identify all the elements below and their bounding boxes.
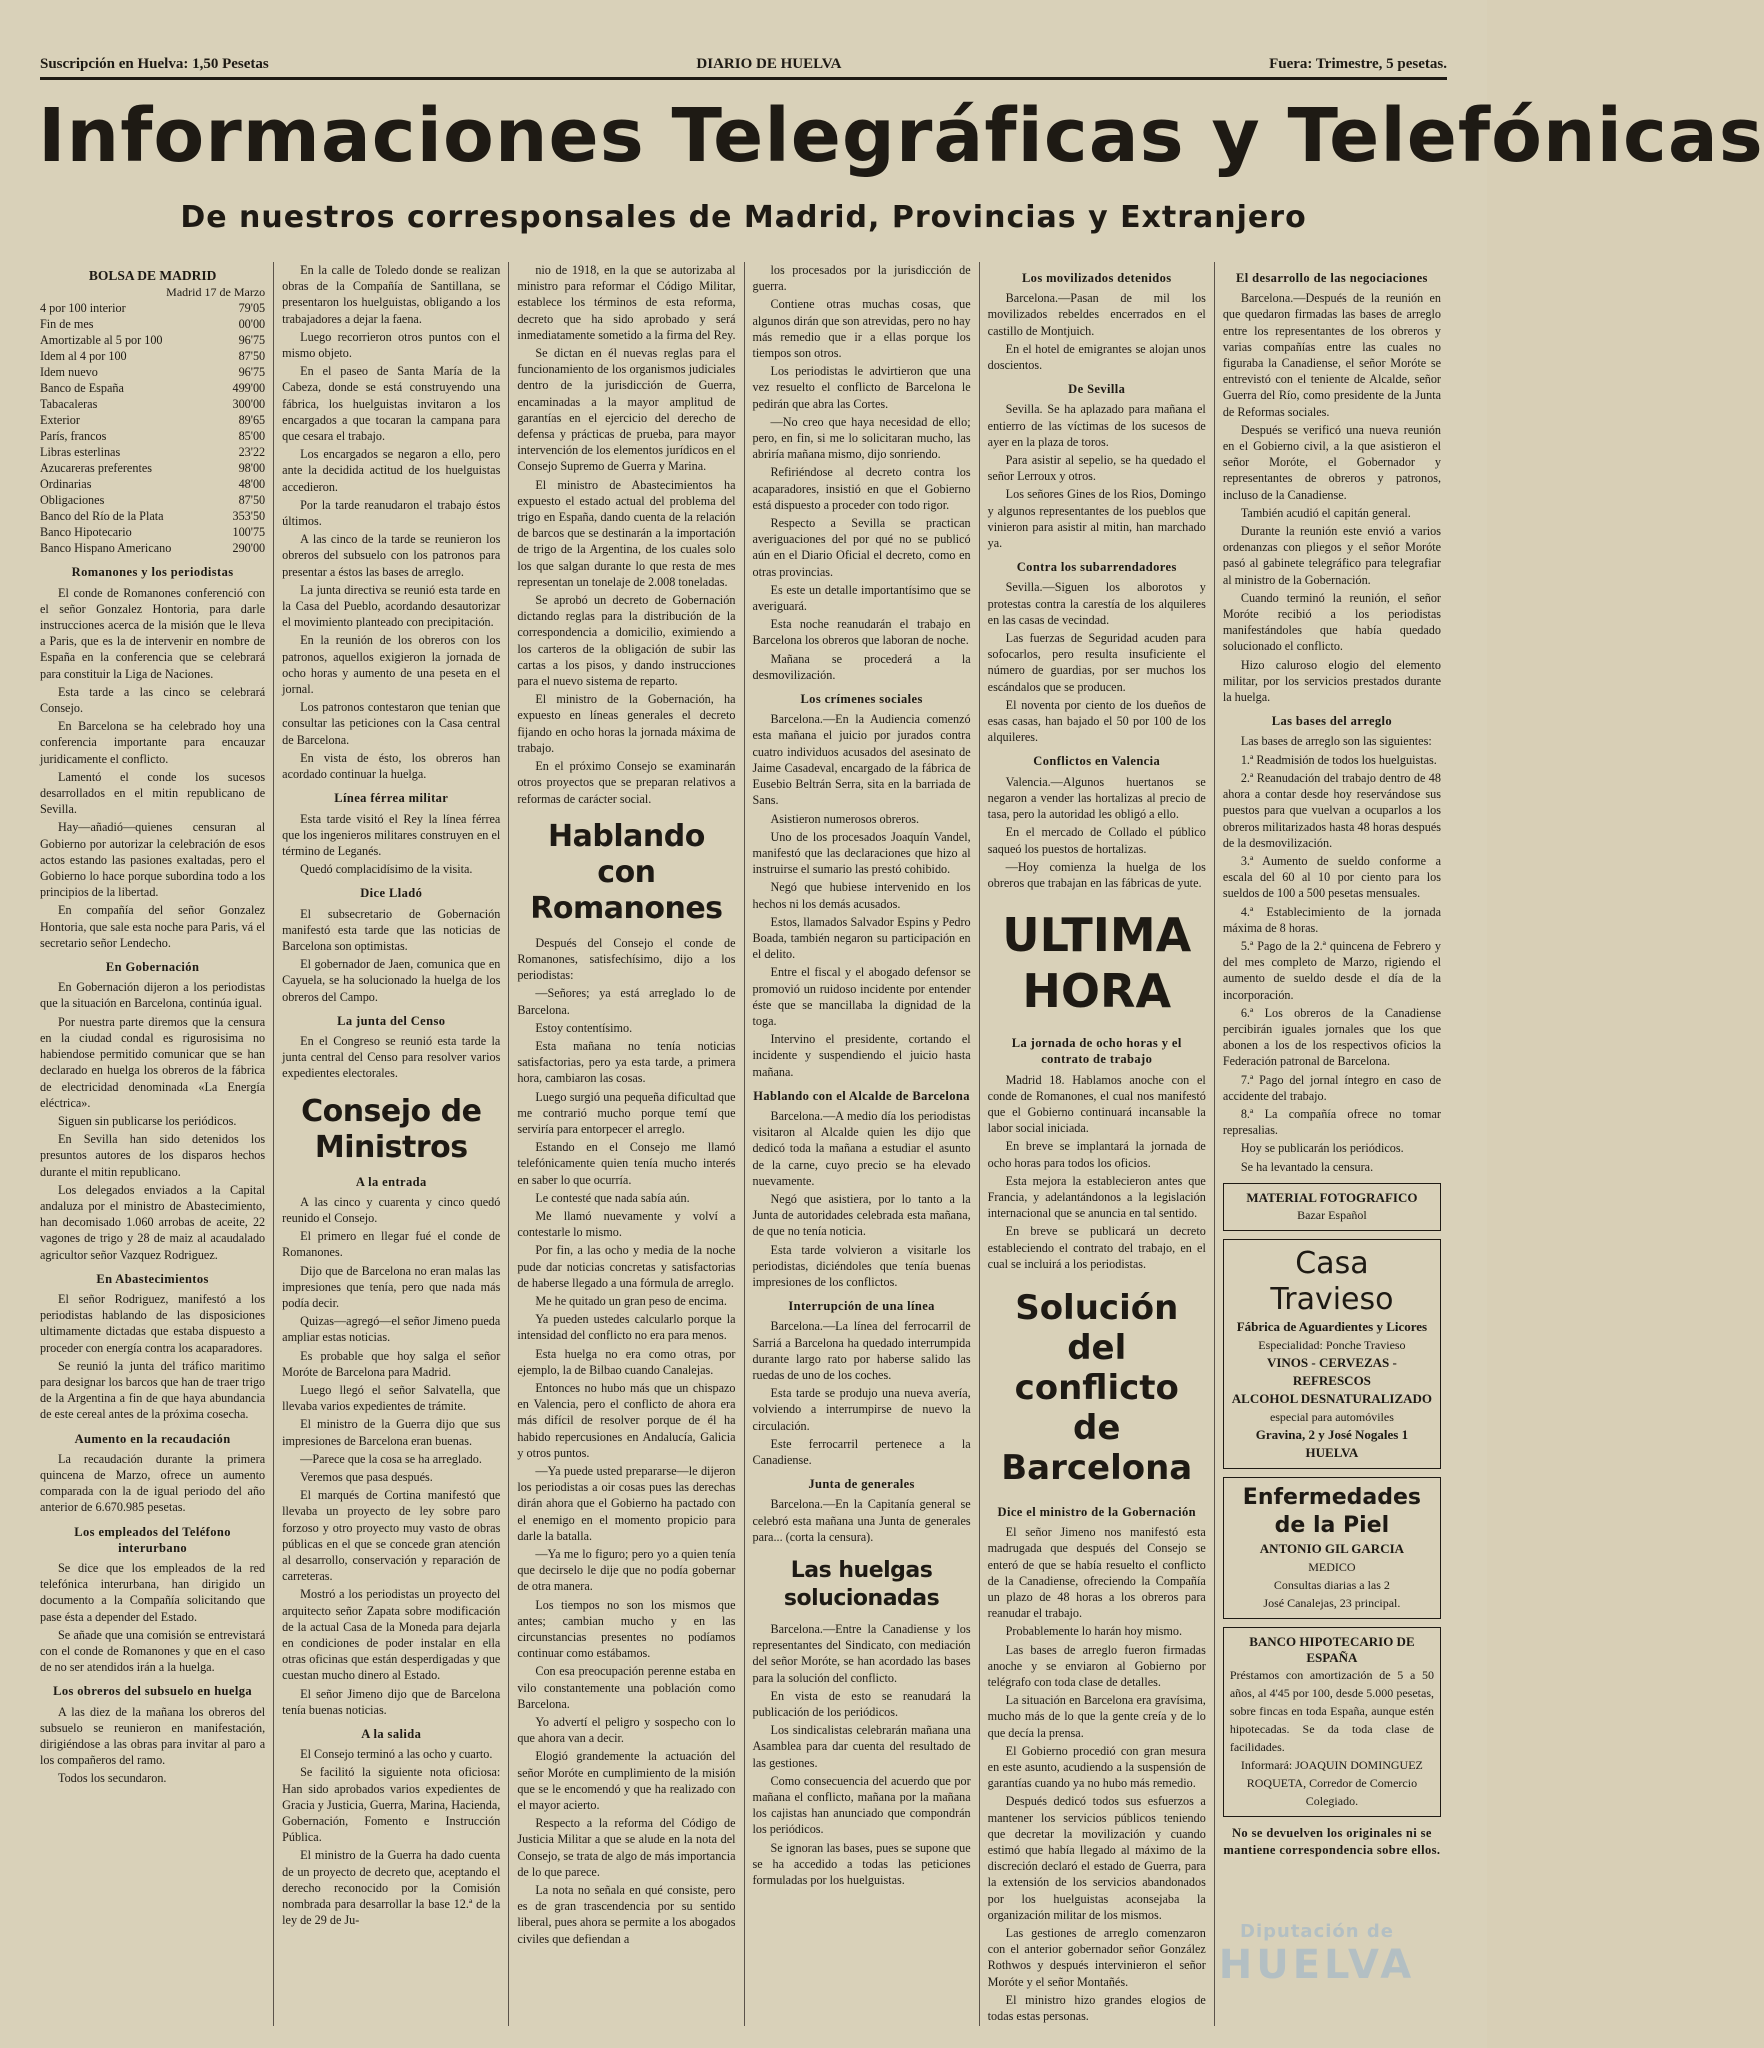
base-item: 4.ª Establecimiento de la jornada máxima de 8 horas. — [1222, 904, 1441, 935]
paragraph: En el Congreso se reunió esta tarde la junta central del Censo para resolver varios expedientes electorales. — [282, 1033, 501, 1081]
bolsa-value: 96'75 — [238, 333, 266, 348]
paragraph: Estoy contentísimo. — [535, 1020, 633, 1035]
paragraph: Se dice que los empleados de la red telefónica interurbana, han dirigido un documento a la Compañía solicitando que pase ésta a depender del Estado. — [40, 1560, 266, 1624]
headline-solucion: Solución del conflicto de Barcelona — [1001, 1287, 1193, 1488]
section-heading: Los empleados del Teléfono interurbano — [74, 1524, 231, 1555]
column-5 — [979, 262, 1214, 2026]
paragraph: El señor Jimeno dijo que de Barcelona tenía buenas noticias. — [282, 1686, 501, 1717]
ad-line: Bazar Español — [1297, 1207, 1367, 1222]
paragraph: En el paseo de Santa María de la Cabeza, donde se está construyendo una fábrica, los huelguistas invitaron a los encargados a que tocaran la campana para que cesara el trabajo. — [282, 364, 501, 444]
paragraph: El ministro de la Guerra dijo que sus impresiones de Barcelona eran buenas. — [282, 1417, 501, 1448]
ad-line: ALCOHOL DESNATURALIZADO — [1231, 1390, 1433, 1406]
bolsa-item: Tabacaleras — [40, 397, 98, 412]
paragraph: Le contesté que nada sabía aún. — [535, 1190, 690, 1205]
paper-name: DIARIO DE HUELVA — [696, 56, 842, 72]
bolsa-value: 353'50 — [232, 509, 266, 524]
paragraph: El Consejo terminó a las ocho y cuarto. — [300, 1747, 493, 1762]
ad-title: Casa Travieso — [1270, 1245, 1394, 1317]
ad-line: Gravina, 2 y José Nogales 1 — [1255, 1426, 1409, 1442]
section-heading: A la salida — [361, 1727, 422, 1742]
bolsa-date: Madrid 17 de Marzo — [166, 285, 266, 300]
paragraph: Barcelona.—La línea del ferrocarril de Sarriá a Barcelona ha quedado interrumpida durante largo rato por haberse salido las ruedas de uno de los coches. — [752, 1319, 971, 1382]
paragraph: La situación en Barcelona era gravísima, mucho más de lo que la gente creía y de lo que decía la prensa. — [987, 1693, 1206, 1740]
paragraph: Esta tarde se produjo una nueva avería, volviendo a interrumpirse de nuevo la circulación. — [752, 1386, 971, 1433]
paragraph: En Gobernación dijeron a los periodistas que la situación en Barcelona, continúa igual. — [40, 980, 266, 1011]
paragraph: Con esa preocupación perenne estaba en vilo constantemente una población como Barcelona. — [517, 1664, 736, 1711]
paragraph: Se ignoran las bases, pues se supone que se ha accedido a todas las peticiones formuladas por los huelguistas. — [752, 1840, 971, 1888]
paragraph: El Gobierno procedió con gran mesura en este asunto, acudiendo a la suspensión de garantías cuando ya no hubo más remedio. — [987, 1743, 1206, 1791]
paragraph: Respecto a la reforma del Código de Justicia Militar a que se alude en la nota del Consejo, se trata de algo de más importancia de lo que parece. — [517, 1816, 736, 1879]
section-heading: De Sevilla — [1068, 382, 1126, 397]
bolsa-item: Ordinarias — [40, 477, 92, 492]
bolsa-row — [40, 348, 265, 364]
bolsa-item: Idem al 4 por 100 — [40, 349, 127, 364]
paragraph: —Ya puede usted prepararse—le dijeron los periodistas a oir cosas pues las derechas dirán ahora que el Gobierno ha pactado con el enemigo en el momento propicio para darle la batalla. — [517, 1464, 736, 1543]
paragraph: Esta tarde volvieron a visitarle los periodistas, diciéndoles que tenía buenas impresiones de los conflictos. — [752, 1242, 971, 1289]
paragraph: Las gestiones de arreglo comenzaron con el anterior gobernador señor González Rothwos y después intervinieron el señor Moróte y el señor Montañés. — [987, 1926, 1206, 1989]
paragraph: Quizas—agregó—el señor Jimeno pueda ampliar estas noticias. — [282, 1314, 501, 1345]
paragraph: En el hotel de emigrantes se alojan unos doscientos. — [987, 341, 1206, 373]
paragraph: Sevilla. Se ha aplazado para mañana el entierro de las víctimas de los sucesos de ayer en la plaza de toros. — [987, 402, 1206, 449]
watermark-line: Diputación de — [1240, 1921, 1394, 1942]
bolsa-row — [40, 476, 265, 492]
footer-note: No se devuelven los originales ni se mantiene correspondencia sobre ellos. — [1223, 1826, 1441, 1857]
paragraph: Luego surgió una pequeña dificultad que me contrarió mucho porque temí que serviría para entorpecer el arreglo. — [517, 1089, 736, 1136]
paragraph: En compañía del señor Gonzalez Hontoria, que sale esta noche para Paris, vá el secretario señor Lendecho. — [40, 903, 266, 950]
bolsa-value: 87'50 — [238, 349, 266, 364]
paragraph: Probablemente lo harán hoy mismo. — [1005, 1624, 1183, 1639]
ad-line: especial para automóviles — [1269, 1409, 1394, 1424]
section-heading: La junta del Censo — [337, 1013, 446, 1028]
section-heading: Aumento en la recaudación — [74, 1431, 231, 1446]
subscription-text: Suscripción en Huelva: 1,50 Pesetas — [40, 56, 269, 72]
paragraph: Los periodistas le advirtieron que una vez resuelto el conflicto de Barcelona le pedirán que abra las Cortes. — [752, 364, 971, 411]
paragraph: Este ferrocarril pertenece a la Canadiense. — [752, 1436, 971, 1468]
section-heading: En Gobernación — [105, 960, 200, 975]
paragraph: —No creo que haya necesidad de ello; pero, en fin, si me lo solicitaran mucho, las abriría mañana mismo, dijo sonriendo. — [752, 414, 971, 462]
bolsa-item: Libras esterlinas — [40, 445, 121, 460]
bolsa-item: Banco de España — [40, 381, 124, 396]
masthead-subtitle: De nuestros corresponsales de Madrid, Provincias y Extranjero — [180, 200, 1307, 235]
paragraph: Uno de los procesados Joaquín Vandel, manifestó que las declaraciones que hizo al instruirse el sumario las prestó cohibido. — [752, 829, 971, 877]
bolsa-row — [40, 380, 265, 396]
ad-line: Fábrica de Aguardientes y Licores — [1236, 1318, 1428, 1334]
section-heading: Las bases del arreglo — [1271, 714, 1393, 729]
section-heading: Junta de generales — [808, 1477, 915, 1492]
paragraph: El ministro de la Guerra ha dado cuenta de un proyecto de decreto que, aceptando el derecho reconocido por la Comisión nombrada para desarrollar la base 12.ª de la ley de 29 de Ju- — [282, 1848, 501, 1928]
bolsa-value: 23'22 — [238, 445, 266, 460]
column-1 — [38, 262, 273, 2026]
bolsa-value: 290'00 — [232, 541, 266, 556]
ad-line: MATERIAL FOTOGRAFICO — [1246, 1189, 1418, 1205]
bolsa-item: Obligaciones — [40, 493, 105, 508]
section-heading: Contra los subarrendadores — [1016, 560, 1177, 575]
bolsa-value: 300'00 — [232, 397, 266, 412]
paragraph: Se añade que una comisión se entrevistará con el conde de Romanones y que en el caso de no ser atendidos irán a la huelga. — [40, 1627, 266, 1675]
watermark-line: HUELVA — [1218, 1942, 1416, 1988]
paragraph: Ya pueden ustedes calcularlo porque la intensidad del conflicto no era para menos. — [517, 1312, 736, 1343]
section-heading: Romanones y los periodistas — [71, 565, 234, 580]
section-heading: La jornada de ocho horas y el contrato de trabajo — [1011, 1036, 1182, 1067]
section-heading: A la entrada — [355, 1174, 427, 1189]
paragraph: Entre el fiscal y el abogado defensor se promovió un ruidoso incidente por entender éste que se mancillaba la dignidad de la toga. — [752, 965, 971, 1028]
bolsa-title: BOLSA DE MADRID — [88, 268, 217, 283]
ad-line: ANTONIO GIL GARCIA — [1259, 1540, 1405, 1556]
base-item: 5.ª Pago de la 2.ª quincena de Febrero y del mes completo de Marzo, rigiendo el aumento de sueldo desde el día de la incorporación. — [1222, 938, 1441, 1002]
paragraph: En el mercado de Collado el público saqueó los puestos de hortalizas. — [987, 825, 1206, 856]
paragraph: —Ya me lo figuro; pero yo a quien tenía que decirselo le dije que no podía gobernar de otra manera. — [517, 1547, 736, 1594]
bolsa-row — [40, 444, 265, 460]
paragraph: Luego llegó el señor Salvatella, que llevaba varios expedientes de trámite. — [282, 1382, 501, 1414]
paragraph: Esta tarde visitó el Rey la línea férrea que los ingenieros militares construyen en el término de Leganés. — [282, 811, 501, 858]
paragraph: Los patronos contestaron que tenian que consultar las peticiones con la Casa central de Barcelona. — [282, 700, 501, 747]
paragraph: Elogió grandemente la actuación del señor Moróte en cumplimiento de la misión que se le encomendó y que ha realizado con el mayor acierto. — [517, 1749, 736, 1813]
paragraph: Los encargados se negaron a ello, pero ante la decidida actitud de los huelguistas accedieron. — [282, 447, 501, 494]
ad-material-fotografico — [1223, 1183, 1441, 1231]
paragraph: Contiene otras muchas cosas, que algunos dirán que son atrevidas, pero no hay más remedio que ir a ellas porque los tiempos son otros. — [752, 297, 971, 361]
ad-line: HUELVA — [1305, 1444, 1359, 1460]
ad-casa-travieso — [1223, 1239, 1441, 1469]
paragraph: Veremos que pasa después. — [300, 1470, 433, 1484]
ad-line: Informará: JOAQUIN DOMINGUEZ ROQUETA, Corredor de Comercio Colegiado. — [1240, 1758, 1423, 1809]
section-heading: Línea férrea militar — [334, 791, 449, 806]
ad-title: BANCO HIPOTECARIO DE ESPAÑA — [1249, 1633, 1415, 1666]
paragraph: Por la tarde reanudaron el trabajo éstos últimos. — [282, 497, 501, 529]
section-heading: El desarrollo de las negociaciones — [1235, 271, 1428, 285]
ad-enfermedades-piel — [1223, 1477, 1441, 1619]
ad-line: VINOS - CERVEZAS - REFRESCOS — [1266, 1354, 1397, 1388]
bolsa-row — [40, 460, 265, 476]
paragraph: Me llamó nuevamente y volví a contestarle lo mismo. — [517, 1208, 736, 1240]
paragraph: Cuando terminó la reunión, el señor Moróte recibió a los periodistas manifestándoles que había quedado solucionado el conflicto. — [1222, 590, 1441, 654]
paragraph: El noventa por ciento de los dueños de esas casas, han bajado el 50 por 100 de los alquileres. — [987, 697, 1206, 745]
bolsa-value: 89'65 — [238, 413, 266, 428]
headline-ultima-hora: ULTIMA HORA — [1002, 908, 1192, 1019]
paragraph: Por fin, a las ocho y media de la noche pude dar noticias concretas y satisfactorias de haberse llegado a una fórmula de arreglo. — [517, 1243, 736, 1290]
paragraph: Los señores Gines de los Rios, Domingo y algunos representantes de los pueblos que vinieron para asistir al mitin, han marchado ya. — [987, 487, 1206, 551]
paragraph: Después se verificó una nueva reunión en el Gobierno civil, a la que asistieron el señor Moróte, el Gobernador y representantes de obreros y patronos, incluso de la Canadiense. — [1222, 422, 1441, 502]
paragraph: Es este un detalle importantísimo que se averiguará. — [752, 582, 971, 614]
top-line — [40, 56, 1447, 80]
paragraph: Mostró a los periodistas un proyecto del arquitecto señor Zapata sobre modificación de la actual Casa de la Moneda para dejarla en condiciones de poder instalar en ella otras oficinas que están desperdigadas y que cuestan mucho dinero al Estado. — [282, 1587, 501, 1683]
paragraph: Madrid 18. Hablamos anoche con el conde de Romanones, el cual nos manifestó que el Gobierno continuará incansable la labor social iniciada. — [987, 1072, 1206, 1136]
article-columns — [38, 262, 1449, 2024]
paragraph: En Sevilla han sido detenidos los presuntos autores de los disparos hechos durante el mitin republicano. — [40, 1132, 266, 1179]
paragraph: Barcelona.—En la Audiencia comenzó esta mañana el juicio por jurados contra cuatro individuos acusados del asesinato de Jaime Casadeval, encargado de la fábrica de Eusebio Beltrán Serra, sita en la barriada de Sans. — [752, 712, 971, 808]
paragraph: Esta tarde a las cinco se celebrará Consejo. — [40, 684, 266, 716]
paragraph: Después del Consejo el conde de Romanones, satisfechísimo, dijo a los periodistas: — [517, 935, 736, 983]
paragraph: Me he quitado un gran peso de encima. — [535, 1293, 727, 1308]
paragraph: Hizo caluroso elogio del elemento militar, por los servicios prestados durante la huelga. — [1222, 657, 1441, 705]
section-heading: Interrupción de una línea — [788, 1299, 935, 1314]
bolsa-row — [40, 300, 265, 316]
paragraph: Para asistir al sepelio, se ha quedado el señor Lerroux y otros. — [987, 453, 1206, 484]
bolsa-value: 79'05 — [238, 301, 266, 316]
section-heading: Conflictos en Valencia — [1033, 754, 1161, 769]
paragraph: En vista de esto se reanudará la publicación de los periódicos. — [752, 1688, 971, 1720]
paragraph: Negó que asistiera, por lo tanto a la Junta de autoridades celebrada esta mañana, de que no tenía noticia. — [752, 1191, 971, 1239]
paragraph: Por nuestra parte diremos que la censura en la ciudad condal es rigurosisima no habiendose permitido comunicar que se han declarado en huelga los obreros de la fábrica de electricidad denominada «La Energía eléctrica». — [40, 1014, 266, 1110]
bolsa-row — [40, 428, 265, 444]
ad-title: Enfermedades de la Piel — [1242, 1484, 1422, 1538]
paragraph: nio de 1918, en la que se autorizaba al ministro para reformar el Código Militar, establece los términos de esta reforma, decreto que ha sido aprobado y será inmediatamente sometido a la firma del Rey. — [517, 263, 736, 342]
paragraph: Yo advertí el peligro y sospecho con lo que ahora van a decir. — [517, 1715, 736, 1746]
section-heading: Hablando con el Alcalde de Barcelona — [753, 1088, 970, 1103]
bolsa-item: 4 por 100 interior — [40, 301, 126, 316]
ad-line: Préstamos con amortización de 5 a 50 años, al 4'45 por 100, desde 5.000 pesetas, sobre fincas en toda España, aunque estén hipotecadas. Se da toda clase de facilidades. — [1229, 1668, 1434, 1755]
paragraph: Es probable que hoy salga el señor Moróte de Barcelona para Madrid. — [282, 1348, 501, 1379]
paragraph: Barcelona.—Pasan de mil los movilizados rebeldes encerrados en el castillo de Montjuich. — [987, 291, 1206, 338]
paragraph: Se aprobó un decreto de Gobernación dictando reglas para la distribución de la correspondencia a domicilio, eximiendo a los carteros de la obligación de subir las cartas a los pisos, y dando instrucciones para el nuevo sistema de reparto. — [517, 593, 736, 689]
paragraph: En vista de ésto, los obreros han acordado continuar la huelga. — [282, 750, 501, 782]
column-2 — [273, 262, 508, 2026]
paragraph: Como consecuencia del acuerdo que por mañana el conflicto, mañana por la mañana los cajistas han anunciado que compondrán los periódicos. — [752, 1773, 971, 1837]
paragraph: Esta mañana no tenía noticias satisfactorias, pero ya esta tarde, a primera hora, cambiaron las cosas. — [517, 1038, 736, 1086]
bolsa-value: 85'00 — [238, 429, 266, 444]
paragraph: Después dedicó todos sus esfuerzos a mantener los servicios públicos teniendo que decretar la movilización y cuando estimó que había llegado al máximo de la discreción declaró el estado de Guerra, para la extensión de los servicios abandonados por los huelguistas aconsejaba la organización militar de los mismos. — [987, 1794, 1206, 1922]
paragraph: El señor Jimeno nos manifestó esta madrugada que después del Consejo se enteró de que se había resuelto el conflicto de la Canadiense, ofreciendo la Compañía un plazo de 48 horas a los obreros para reanudar el trabajo. — [987, 1525, 1206, 1621]
section-heading: Los movilizados detenidos — [1021, 271, 1172, 285]
paragraph: —Señores; ya está arreglado lo de Barcelona. — [517, 986, 736, 1017]
bolsa-item: Fin de mes — [40, 317, 94, 332]
paragraph: Luego recorrieron otros puntos con el mismo objeto. — [282, 329, 501, 361]
paragraph: Dijo que de Barcelona no eran malas las impresiones que tenía, pero que nada más podía decir. — [282, 1263, 501, 1310]
column-6 — [1214, 262, 1449, 2026]
bolsa-item: Exterior — [40, 413, 80, 428]
paragraph: Se dictan en él nuevas reglas para el funcionamiento de los organismos judiciales dentro de la jurisdicción de Guerra, encaminadas a la mayor amplitud de garantías en el ejercicio del derecho de defensa y prácticas de prueba, para mayor intervención de los elementos jurídicos en el Consejo Supremo de Guerra y Marina. — [517, 346, 736, 474]
paragraph: Todos los secundaron. — [58, 1771, 167, 1786]
base-item: 2.ª Reanudación del trabajo dentro de 48 ahora a contar desde hoy reservándose sus puestos para que vuelvan a ocuparlos a los obreros militarizados hasta 48 horas después de la desmovilización. — [1222, 770, 1441, 850]
paragraph: Valencia.—Algunos huertanos se negaron a vender las hortalizas al precio de tasa, pero la autoridad les obligó a ello. — [987, 774, 1206, 822]
bolsa-item: Banco del Río de la Plata — [40, 509, 164, 524]
paragraph: —Parece que la cosa se ha arreglado. — [300, 1451, 482, 1466]
paragraph: En el próximo Consejo se examinarán otros proyectos que se preparan relativos a reformas de carácter social. — [517, 759, 736, 806]
paragraph: El primero en llegar fué el conde de Romanones. — [282, 1229, 501, 1260]
paragraph: Negó que hubiese intervenido en los hechos ni los demás acusados. — [752, 880, 971, 911]
section-heading: Los obreros del subsuelo en huelga — [53, 1684, 253, 1699]
paragraph: Quedó complacidísimo de la visita. — [300, 862, 473, 877]
paragraph: En breve se implantará la jornada de ocho horas para todos los oficios. — [987, 1139, 1206, 1170]
paragraph: Esta noche reanudarán el trabajo en Barcelona los obreros que laboran de noche. — [752, 617, 971, 648]
headline-consejo: Consejo de Ministros — [301, 1093, 482, 1165]
paragraph: La recaudación durante la primera quincena de Marzo, ofrece un aumento comparada con la de igual periodo del año anterior de 6.670.985 pesetas. — [40, 1451, 266, 1515]
paragraph: A las cinco y cuarenta y cinco quedó reunido el Consejo. — [282, 1194, 501, 1225]
paragraph: La junta directiva se reunió esta tarde en la Casa del Pueblo, acordando desautorizar el movimiento planteado con precipitación. — [282, 582, 501, 630]
paragraph: los procesados por la jurisdicción de guerra. — [752, 263, 971, 294]
column-3 — [508, 262, 743, 2026]
bolsa-value: 00'00 — [238, 317, 266, 332]
bolsa-value: 96'75 — [238, 365, 266, 380]
paragraph: Hoy se publicarán los periódicos. — [1240, 1141, 1404, 1156]
paragraph: —Hoy comienza la huelga de los obreros que trabajan en las fábricas de yute. — [987, 859, 1206, 890]
paragraph: Sevilla.—Siguen los alborotos y protestas contra la carestía de los alquileres en las casas de vecindad. — [987, 580, 1206, 627]
headline-romanones: Hablando con Romanones — [530, 818, 723, 926]
bolsa-row — [40, 364, 265, 380]
bolsa-row — [40, 508, 265, 524]
section-heading: En Abastecimientos — [96, 1271, 209, 1286]
ad-banco-hipotecario — [1223, 1627, 1441, 1817]
headline-huelgas: Las huelgas solucionadas — [783, 1558, 940, 1612]
bolsa-value: 100'75 — [232, 525, 266, 540]
section-heading: Dice Lladó — [360, 886, 423, 901]
bolsa-item: Banco Hispano Americano — [40, 541, 172, 556]
paragraph: Se reunió la junta del tráfico maritimo para designar los barcos que han de traer trigo de la Argentina a fin de que haya abundancia de este cereal antes de la próxima cosecha. — [40, 1358, 266, 1422]
paragraph: Respecto a Sevilla se practican averiguaciones del por qué no se publicó aún en el Diario Oficial el decreto, como en otras provincias. — [752, 516, 971, 579]
paragraph: Esta mejora la establecieron antes que Francia, y adelantándonos a la legislación internacional que se anuncia en tal sentido. — [987, 1173, 1206, 1221]
section-heading: Los crímenes sociales — [800, 692, 923, 707]
paragraph: Los delegados enviados a la Capital andaluza por el ministro de Abastecimiento, han decomisado 1.060 arrobas de aceite, 22 vagones de trigo y 28 de maiz al acaudalado agricultor señor Vazquez Rodriguez. — [40, 1182, 266, 1262]
paragraph: Asistieron numerosos obreros. — [770, 811, 920, 826]
paragraph: Barcelona.—En la Capitanía general se celebró esta mañana una Junta de generales para... (corta la censura). — [752, 1497, 971, 1544]
paragraph: La nota no señala en qué consiste, pero es de gran trascendencia por su sentido liberal, pues ahora se permite a los abogados civiles que defiendan a — [517, 1883, 736, 1946]
paragraph: A las diez de la mañana los obreros del subsuelo se reunieron en manifestación, dirigiéndose a las obras para invitar al paro a los compañeros del ramo. — [40, 1704, 266, 1768]
bolsa-row — [40, 492, 265, 508]
paragraph: Intervino el presidente, cortando el incidente y suspendiendo el juicio hasta mañana. — [752, 1032, 971, 1079]
paragraph: Barcelona.—Entre la Canadiense y los representantes del Sindicato, con mediación del señor Moróte, se han acordado las bases para la solución del conflicto. — [752, 1622, 971, 1685]
paragraph: Mañana se procederá a la desmovilización. — [752, 651, 971, 682]
section-heading: Dice el ministro de la Gobernación — [997, 1504, 1196, 1519]
bolsa-value: 87'50 — [238, 493, 266, 508]
paragraph: Barcelona.—A medio día los periodistas visitaron al Alcalde quien les dijo que dedicó toda la mañana a estudiar el asunto de la carne, cuyo precio se ha elevado nuevamente. — [752, 1108, 971, 1188]
paragraph: El señor Rodriguez, manifestó a los periodistas hablando de las disposiciones ultimamente dictadas que estaba dispuesto a proceder con energía contra los acaparadores. — [40, 1291, 266, 1355]
paragraph: Esta huelga no era como otras, por ejemplo, la de Bilbao cuando Canalejas. — [517, 1346, 736, 1377]
bolsa-value: 98'00 — [238, 461, 266, 476]
paragraph: Las bases de arreglo son las siguientes: — [1240, 734, 1432, 749]
paragraph: Refiriéndose al decreto contra los acaparadores, insistió en que el Gobierno está dispuesto a proceder con todo rigor. — [752, 465, 971, 512]
paragraph: En la calle de Toledo donde se realizan obras de la Compañía de Santillana, se presentaron los huelguistas, obligando a los trabajadores a dejar la faena. — [282, 263, 501, 326]
paragraph: Las bases de arreglo fueron firmadas anoche y se enviaron al Gobierno por telégrafo con toda clase de detalles. — [987, 1642, 1206, 1689]
paragraph: Entonces no hubo más que un chispazo en Valencia, pero el conflicto de ahora era más difícil de resolver porque de él ha habido repercusiones en Andalucía, Galicia y otros puntos. — [517, 1380, 736, 1460]
bolsa-row — [40, 524, 265, 540]
paragraph: El ministro de Abastecimientos ha expuesto el estado actual del problema del trigo en España, dando cuenta de la relación de barcos que se destinarán a la importación de trigo de la Argentina, de los cuales solo los que salgan durante lo que resta de mes representan un tonelaje de 2.008 toneladas. — [517, 477, 736, 589]
base-item: 8.ª La compañía ofrece no tomar represalias. — [1222, 1106, 1441, 1138]
bolsa-row — [40, 540, 265, 556]
paragraph: En la reunión de los obreros con los patronos, aquellos exigieron la jornada de ocho horas y aumento de una peseta en el jornal. — [282, 633, 501, 697]
paragraph: El subsecretario de Gobernación manifestó esta tarde que las noticias de Barcelona son optimistas. — [282, 906, 501, 953]
bolsa-row — [40, 412, 265, 428]
bolsa-value: 499'00 — [232, 381, 266, 396]
ad-line: Especialidad: Ponche Travieso — [1258, 1337, 1406, 1352]
library-watermark — [1217, 1921, 1417, 1988]
paragraph: El ministro hizo grandes elogios de todas estas personas. — [987, 1992, 1206, 2024]
paragraph: Estando en el Consejo me llamó telefónicamente quien tenía mucho interés en saber lo que ocurría. — [517, 1140, 736, 1187]
paragraph: El conde de Romanones conferenció con el señor Gonzalez Hontoria, para darle instrucciones acerca de la misión que le lleva a Paris, que es la de intervenir en nombre de España en la conferencia que se celebrará para constituir la Liga de Naciones. — [40, 585, 266, 681]
paragraph: En Barcelona se ha celebrado hoy una conferencia importante para encauzar juridicamente el conflicto. — [40, 719, 266, 766]
base-item: 3.ª Aumento de sueldo conforme a escala del 60 al 10 por ciento para los sueldos de 100 a 500 pesetas mensuales. — [1222, 853, 1441, 901]
paragraph: Siguen sin publicarse los periódicos. — [58, 1113, 237, 1128]
paragraph: Lamentó el conde los sucesos desarrollados en el mitin republicano de Sevilla. — [40, 769, 266, 817]
masthead-title: Informaciones Telegráficas y Telefónicas — [38, 93, 1764, 179]
column-4 — [744, 262, 979, 2026]
ad-line: José Canalejas, 23 principal. — [1263, 1595, 1401, 1610]
paragraph: Se facilitó la siguiente nota oficiosa: Han sido aprobados varios expedientes de Gracia y Justicia, Guerra, Marina, Hacienda, Gobernación, Fomento e Instrucción Pública. — [282, 1765, 501, 1845]
bolsa-item: Amortizable al 5 por 100 — [40, 333, 163, 348]
paragraph: Los tiempos no son los mismos que antes; cambian mucho y en las circunstancias presentes no podíamos continuar como estábamos. — [517, 1597, 736, 1661]
bolsa-item: Azucareras preferentes — [40, 461, 152, 476]
bolsa-table — [40, 300, 265, 556]
paragraph: Durante la reunión este envió a varios ordenanzas con pliegos y el señor Moróte pasó al gabinete telegráfico para telegrafiar al ministro de la Gobernación. — [1222, 524, 1441, 587]
base-item: 6.ª Los obreros de la Canadiense percibirán iguales jornales que los que abonen a los de los respectivos oficios la Federación patronal de Barcelona. — [1222, 1005, 1441, 1069]
ad-line: MEDICO — [1308, 1559, 1356, 1574]
bolsa-item: París, francos — [40, 429, 107, 444]
paragraph: El gobernador de Jaen, comunica que en Cayuela, se ha solucionado la huelga de los obreros del Campo. — [282, 957, 501, 1004]
paragraph: A las cinco de la tarde se reunieron los obreros del subsuelo con los patronos para presentar a éstos las bases de arreglo. — [282, 532, 501, 579]
base-item: 1.ª Readmisión de todos los huelguistas. — [1240, 752, 1437, 767]
bolsa-row — [40, 396, 265, 412]
paragraph: El ministro de la Gobernación, ha expuesto en líneas generales el decreto fijando en ocho horas la jornada máxima de trabajo. — [517, 692, 736, 755]
bolsa-value: 48'00 — [238, 477, 266, 492]
paragraph: Las fuerzas de Seguridad acuden para sofocarlos, pero resulta insuficiente el número de guardias, por ser muchos los escándalos que se producen. — [987, 631, 1206, 694]
bolsa-row — [40, 332, 265, 348]
paragraph: Barcelona.—Después de la reunión en que quedaron firmadas las bases de arreglo entre los representantes de los obreros y varias compañías entre las cuales no figuraba la Canadiense, el señor Moróte se entrevistó con el teniente de Alcalde, señor Guerra del Río, como presidente de la Junta de Reformas sociales. — [1222, 291, 1441, 419]
paragraph: Estos, llamados Salvador Espins y Pedro Boada, también negaron su participación en el delito. — [752, 914, 971, 962]
ad-line: Consultas diarias a las 2 — [1273, 1577, 1390, 1592]
base-item: 7.ª Pago del jornal íntegro en caso de accidente del trabajo. — [1222, 1072, 1441, 1103]
bolsa-item: Idem nuevo — [40, 365, 98, 380]
paragraph: En breve se publicará un decreto estableciendo el contrato del trabajo, en el cual se incluirá a los periodistas. — [987, 1224, 1206, 1271]
bolsa-item: Banco Hipotecario — [40, 525, 132, 540]
paragraph: Los sindicalistas celebrarán mañana una Asamblea para dar cuenta del resultado de las gestiones. — [752, 1723, 971, 1770]
paragraph: Se ha levantado la censura. — [1240, 1159, 1374, 1174]
paragraph: También acudió el capitán general. — [1240, 505, 1411, 520]
fuera-text: Fuera: Trimestre, 5 pesetas. — [1269, 56, 1447, 72]
paragraph: Hay—añadió—quienes censuran al Gobierno por autorizar la celebración de esos actos estando las pasiones exaltadas, pero el Gobierno lo hace porque subordina todo a los principios de la libertad. — [40, 820, 266, 900]
paragraph: El marqués de Cortina manifestó que llevaba un proyecto de ley sobre paro forzoso y otro proyecto muy vasto de obras públicas en el que se concede gran atención al desarrollo, conservación y reparación de carreteras. — [282, 1488, 501, 1584]
bolsa-row — [40, 316, 265, 332]
